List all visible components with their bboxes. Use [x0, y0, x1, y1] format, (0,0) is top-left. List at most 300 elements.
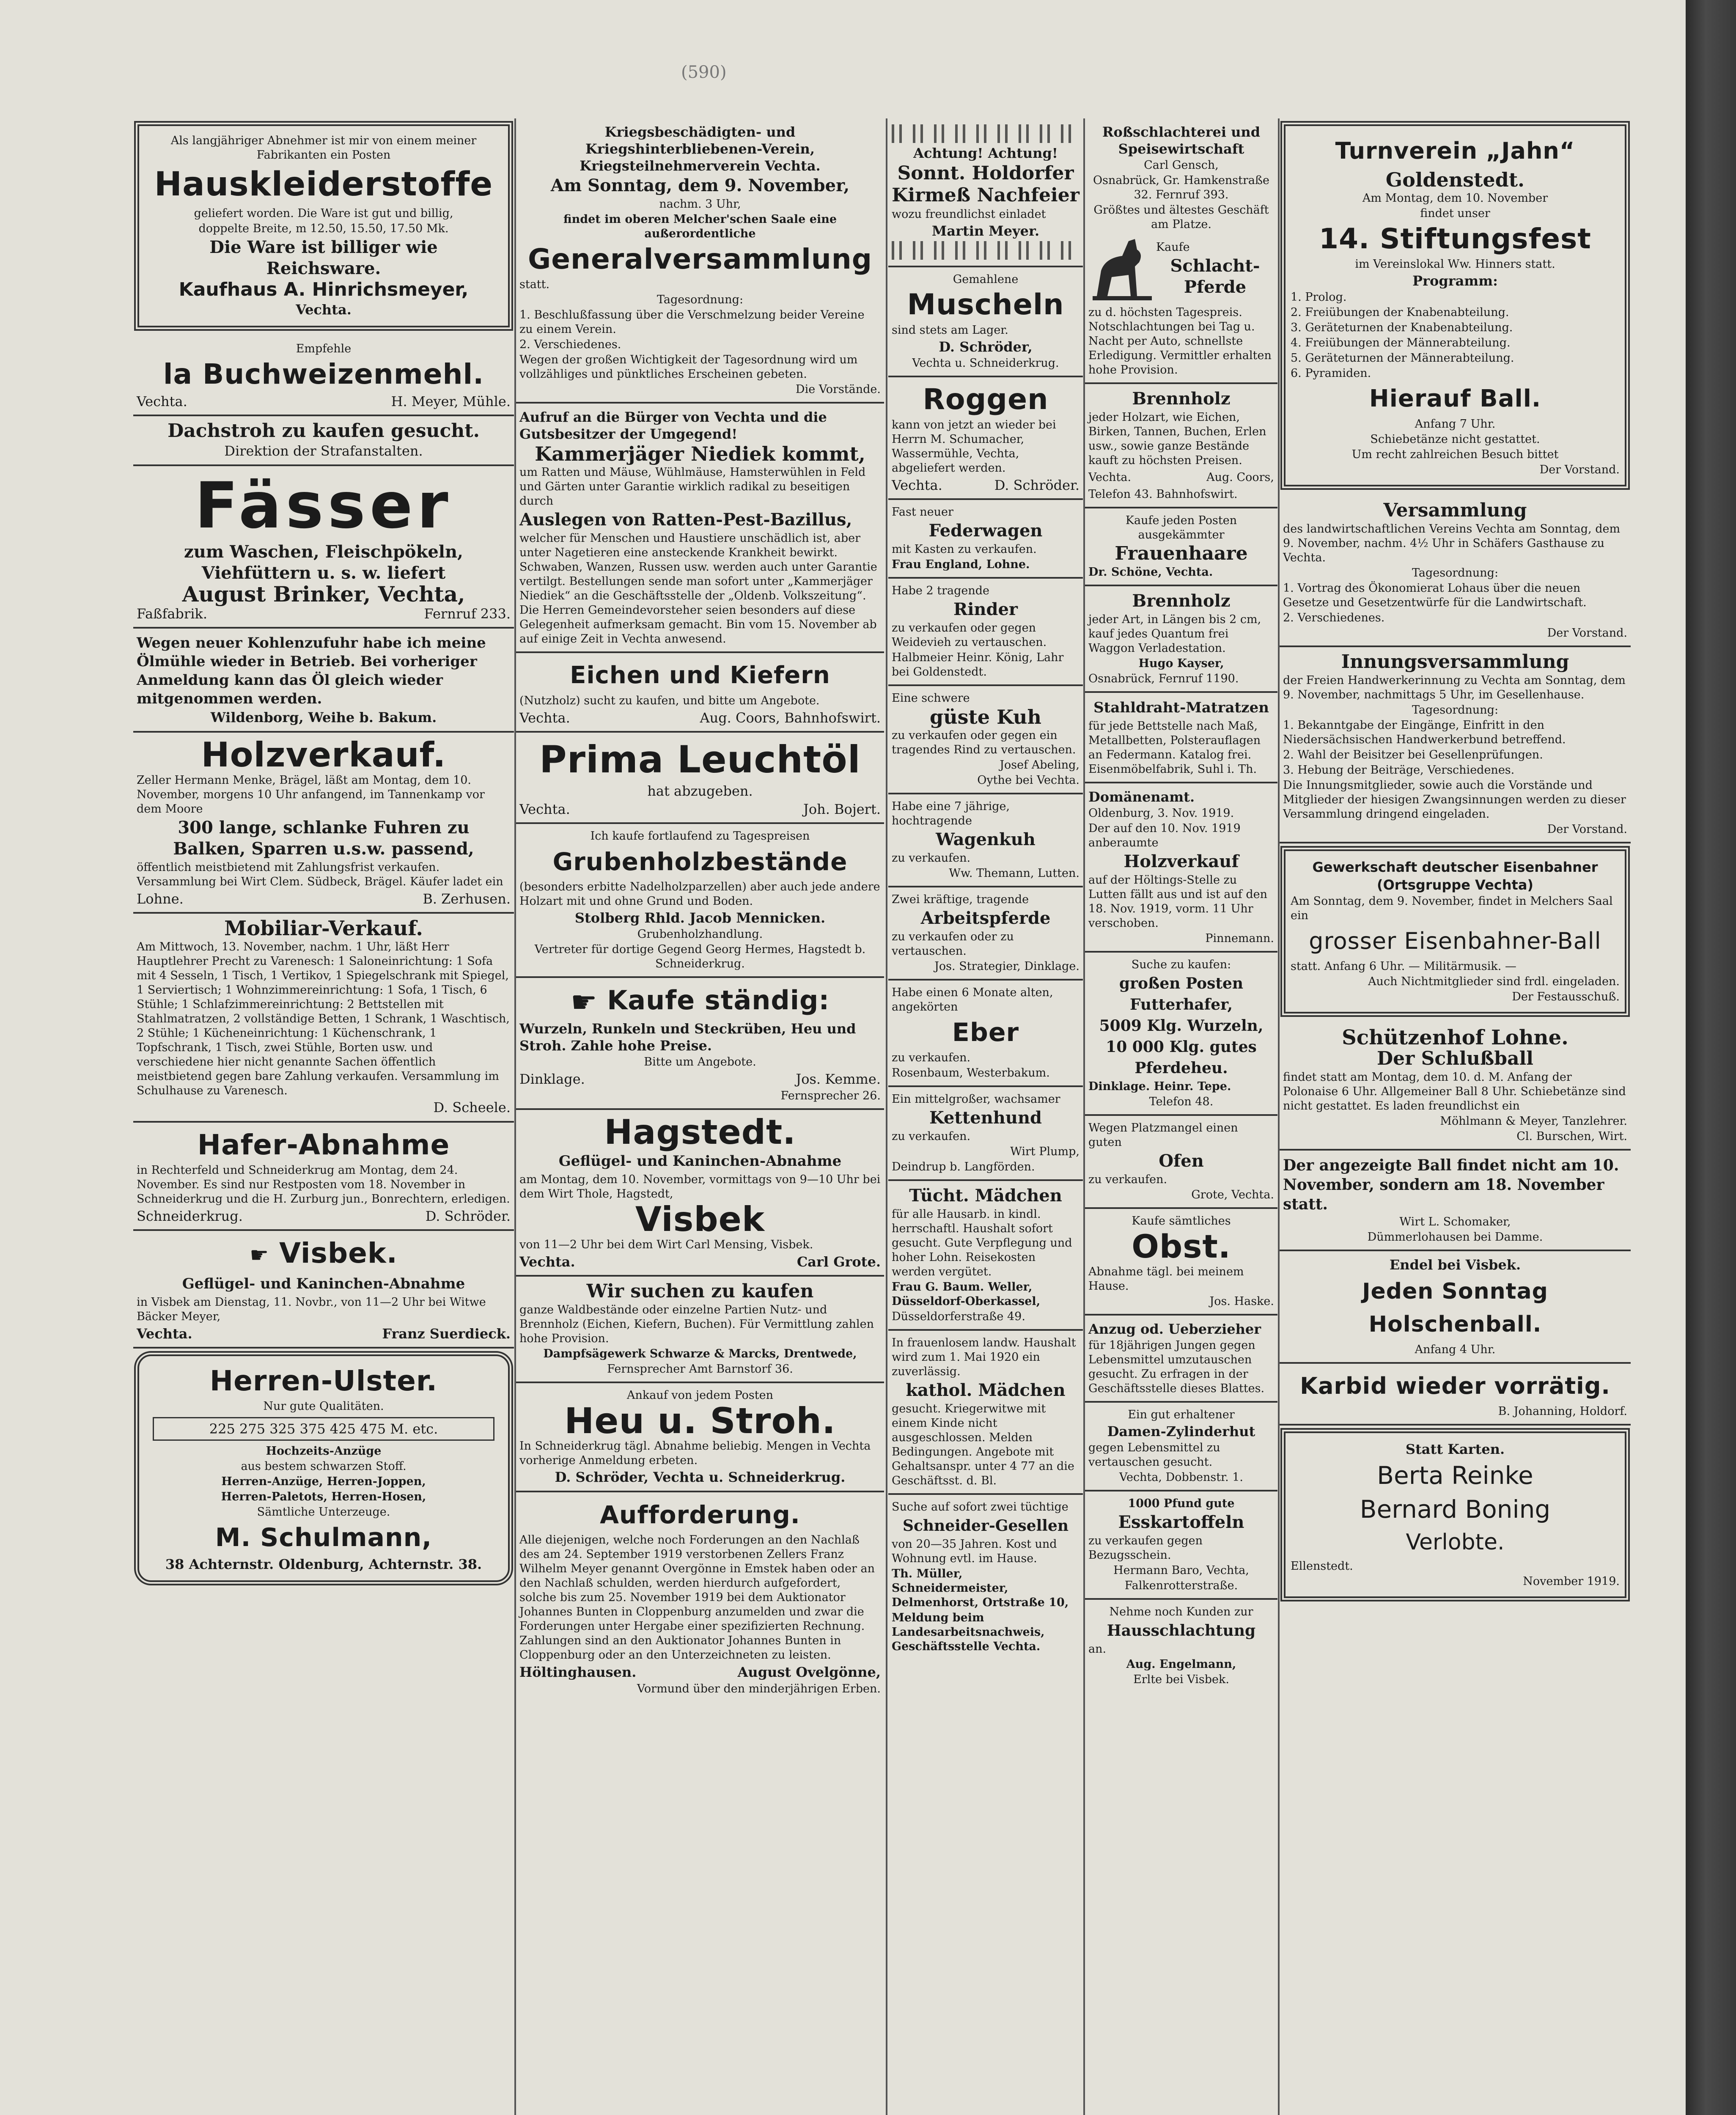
ad-text: Zeller Hermann Menke, Brägel, läßt am Montag, dem 10. November, morgens 10 Uhr anfangend, im Tannenkamp vor dem Moore	[137, 774, 485, 816]
ad-text: Düsseldorferstraße 49.	[892, 1310, 1025, 1323]
ad-holschenball	[1280, 1251, 1631, 1364]
ad-matratzen	[1085, 693, 1277, 783]
ad-headline: Muscheln	[907, 288, 1064, 321]
ad-eber	[888, 981, 1083, 1087]
ad-signature: Aug. Coors,	[1206, 471, 1274, 484]
ad-signature: Wildenborg, Weihe b. Bakum.	[210, 709, 437, 725]
ad-agenda-title: Tagesordnung:	[656, 293, 744, 306]
ad-headline: Schlacht-Pferde	[1170, 256, 1260, 297]
ad-text: Ein gut erhaltener	[1128, 1408, 1235, 1421]
ad-signature: August Brinker, Vechta,	[182, 582, 465, 607]
ad-headline: Arbeitspferde	[920, 908, 1051, 928]
ad-text: Kaufe sämtliches	[1132, 1214, 1231, 1228]
ad-subline: Die Ware ist billiger wie	[209, 237, 438, 257]
ad-headline: Dachstroh zu kaufen gesucht.	[168, 420, 480, 442]
ad-title: Domänenamt.	[1088, 789, 1195, 805]
ad-headline: güste Kuh	[930, 706, 1041, 728]
ad-text: von 11—2 Uhr bei dem Wirt Carl Mensing, Visbek.	[519, 1238, 813, 1251]
ad-signature: Ww. Themann, Lutten.	[949, 867, 1080, 880]
ad-phone: Fernruf 233.	[424, 606, 511, 622]
ad-text: Gemahlene	[953, 273, 1019, 286]
ad-signature: Carl Grote.	[797, 1253, 881, 1270]
ad-text: Ich kaufe fortlaufend zu Tagespreisen	[590, 830, 810, 843]
page-number: (590)	[681, 63, 727, 82]
ad-text: Herren-Anzüge, Herren-Joppen,	[221, 1475, 426, 1488]
ad-signature: Direktion der Strafanstalten.	[224, 443, 423, 459]
ad-schneider	[888, 1495, 1083, 1659]
ad-headline: Wir suchen zu kaufen	[586, 1280, 814, 1302]
ad-headline: Rinder	[953, 599, 1018, 619]
ad-text: Der auf den 10. Nov. 1919 anberaumte	[1088, 822, 1241, 849]
ad-text: statt. Anfang 6 Uhr. — Militärmusik. —	[1291, 960, 1516, 973]
ad-faesser	[133, 466, 514, 629]
ad-subline: Geflügel- und Kaninchen-Abnahme	[182, 1275, 465, 1292]
ad-headline: Heu u. Stroh.	[564, 1400, 836, 1442]
ad-text: Die Innungsmitglieder, sowie auch die Vorstände und Mitglieder der hiesigen Zwangsinnungen werden zu dieser Versammlung dringend eingeladen.	[1283, 779, 1626, 821]
ad-visbek	[133, 1231, 514, 1349]
ad-place: Höltinghausen.	[519, 1664, 637, 1680]
ad-signature: D. Schröder.	[994, 477, 1080, 493]
ad-text: Kaufe jeden Posten ausgekämmter	[1125, 514, 1237, 541]
ad-place: Vechta.	[296, 302, 352, 318]
ad-anzug	[1085, 1316, 1277, 1403]
ad-subline: 300 lange, schlanke Fuhren zu	[178, 818, 470, 838]
ad-text: zu verkaufen.	[1088, 1173, 1167, 1186]
ad-text: hat abzugeben.	[647, 783, 753, 799]
ad-headline: Grubenholzbestände	[552, 847, 848, 876]
ad-subline: Auslegen von Ratten-Pest-Bazillus,	[519, 510, 852, 530]
ad-place: Vechta.	[519, 1253, 575, 1270]
ad-domaenenamt	[1085, 783, 1277, 953]
ad-text: zu verkaufen oder gegen ein tragendes Rind zu vertauschen.	[892, 729, 1076, 756]
ad-phone: Fernsprecher 26.	[780, 1089, 881, 1102]
ad-headline: Innungsversammlung	[1341, 651, 1569, 673]
ad-signature: D. Schröder,	[939, 339, 1033, 355]
ad-headline: Wagenkuh	[936, 830, 1036, 849]
ad-leuchtoel	[516, 733, 884, 824]
ad-text: In frauenlosem landw. Haushalt wird zum 1. Mai 1920 ein zuverlässig.	[892, 1336, 1076, 1378]
ad-zylinderhut	[1085, 1403, 1277, 1491]
ad-phone: Telefon 48.	[1149, 1095, 1214, 1108]
ad-text: Abnahme tägl. bei meinem Hause.	[1088, 1265, 1244, 1293]
ad-headline: Schützenhof Lohne.	[1342, 1026, 1568, 1049]
ad-headline: Damen-Zylinderhut	[1107, 1423, 1255, 1439]
ad-arbeitspferde	[888, 887, 1083, 981]
ad-text: Endel bei Visbek.	[1389, 1257, 1521, 1273]
ad-ball-verlegt	[1280, 1151, 1631, 1251]
column-1	[133, 118, 514, 2115]
ad-text: Falkenrotterstraße.	[1124, 1579, 1238, 1592]
ad-signature: Frau G. Baum. Weller, Düsseldorf-Oberkassel,	[892, 1280, 1041, 1308]
ad-signature: Jos. Strategier, Dinklage.	[934, 960, 1080, 973]
ad-text: Achtung! Achtung!	[913, 145, 1058, 161]
ad-roggen	[888, 377, 1083, 500]
ad-text: Vertreter für dortige Gegend Georg Hermes, Hagstedt b. Schneiderkrug.	[534, 943, 866, 970]
ad-text: für 18jährigen Jungen gegen Lebensmittel umzutauschen gesucht. Zu erfragen in der Geschäftsstelle dieses Blattes.	[1088, 1339, 1265, 1395]
ad-text: Am Sonntag, dem 9. November, findet in Melchers Saal ein	[1291, 895, 1613, 922]
ad-text: gegen Lebensmittel zu vertauschen gesucht.	[1088, 1441, 1220, 1469]
ad-headline: Holzverkauf	[1123, 851, 1239, 871]
ad-text: findet im oberen Melcher'schen Saale eine außerordentliche	[563, 213, 837, 240]
ad-futterhafer	[1085, 953, 1277, 1116]
ad-headline: Tücht. Mädchen	[909, 1186, 1062, 1206]
ad-signature: Dr. Schöne, Vechta.	[1088, 566, 1213, 579]
ad-text: in Visbek am Dienstag, 11. Novbr., von 11—2 Uhr bei Witwe Bäcker Meyer,	[137, 1295, 486, 1323]
ad-text: sind stets am Lager.	[892, 324, 1008, 337]
ad-place: Vechta.	[519, 801, 570, 817]
ad-text: 1000 Pfund gute	[1128, 1497, 1235, 1510]
ad-text: Empfehle	[296, 342, 352, 355]
ad-text: (besonders erbitte Nadelholzparzellen) aber auch jede andere Holzart mit und ohne Grund und Boden.	[519, 880, 880, 908]
ad-headline: Hagstedt.	[604, 1112, 796, 1152]
ad-text: Grubenholzhandlung.	[637, 928, 763, 941]
ad-subline: Verlobte.	[1406, 1530, 1505, 1555]
ad-place: Vechta.	[892, 477, 942, 493]
program-item: 5. Geräteturnen der Männerabteilung.	[1291, 352, 1514, 365]
ad-oelmuehle	[133, 629, 514, 733]
ad-text: zu verkaufen.	[892, 1130, 971, 1143]
ad-text: Wegen neuer Kohlenzufuhr habe ich meine Ölmühle wieder in Betrieb. Bei vorheriger Anmeldung kann das Öl gleich wieder mitgenommen werden.	[137, 634, 486, 707]
ad-karbid	[1280, 1364, 1631, 1426]
ad-headline: Sonnt. Holdorfer Kirmeß Nachfeier	[892, 162, 1080, 206]
ad-brennholz-coors	[1085, 384, 1277, 508]
ad-headline: Hierauf Ball.	[1369, 385, 1541, 412]
ad-signature: Hermann Baro, Vechta,	[1113, 1564, 1249, 1577]
ad-text: Anfang 7 Uhr.	[1415, 418, 1496, 431]
ad-signature: Wirt Plump,	[1010, 1145, 1080, 1158]
ad-text: an.	[1088, 1643, 1107, 1656]
ad-signature: B. Johanning, Holdorf.	[1498, 1405, 1627, 1418]
ad-signature: Möhlmann & Meyer, Tanzlehrer.	[1440, 1115, 1627, 1128]
ad-text: Wegen Platzmangel einen guten	[1088, 1121, 1238, 1149]
ad-text: Zwei kräftige, tragende	[892, 893, 1029, 906]
column-2	[516, 118, 884, 2115]
ad-dachstroh	[133, 416, 514, 466]
ad-text: Erlte bei Visbek.	[1133, 1673, 1229, 1686]
column-rule	[886, 118, 887, 2115]
ad-signature: Pinnemann.	[1205, 932, 1274, 945]
ad-text: im Vereinslokal Ww. Hinners statt.	[1355, 258, 1555, 271]
ad-text: Auch Nichtmitglieder sind frdl. eingeladen.	[1368, 975, 1620, 988]
ad-place: Vechta.	[137, 393, 187, 409]
ad-subline: großen Posten	[1119, 975, 1244, 992]
ad-text: In Schneiderkrug tägl. Abnahme beliebig. Mengen in Vechta vorherige Anmeldung erbeten.	[519, 1439, 871, 1467]
ad-headline: Holzverkauf.	[201, 735, 446, 775]
ad-heu-stroh	[516, 1383, 884, 1492]
ad-agenda-item: 2. Wahl der Beisitzer bei Gesellenprüfungen.	[1283, 748, 1543, 761]
ad-signature: Th. Müller, Schneidermeister, Delmenhorst, Ortstraße 10,	[892, 1567, 1069, 1609]
ad-kirmess	[888, 118, 1083, 267]
ad-signature: B. Zerhusen.	[423, 891, 511, 907]
ad-text: Wegen der großen Wichtigkeit der Tagesordnung wird um vollzähliges und pünktliches Erscheinen gebeten.	[519, 353, 858, 381]
ad-signature: Der Vorstand.	[1547, 626, 1627, 640]
ad-agenda-item: 1. Bekanntgabe der Eingänge, Einfritt in den Niedersächsischen Handwerkerbund betreffend.	[1283, 719, 1566, 746]
column-3	[888, 118, 1083, 2115]
program-item: 1. Prolog.	[1291, 291, 1347, 304]
ad-federwagen	[888, 500, 1083, 579]
ad-text: kann von jetzt an wieder bei Herrn M. Schumacher, Wassermühle, Vechta, abgeliefert werden.	[892, 418, 1056, 475]
ad-subline: zum Waschen, Fleischpökeln,	[184, 542, 463, 562]
ad-text: zu verkaufen oder zu vertauschen.	[892, 930, 1014, 958]
ad-agenda-title: Tagesordnung:	[1412, 703, 1499, 717]
ad-text: von 20—35 Jahren. Kost und Wohnung evtl. im Hause.	[892, 1538, 1057, 1565]
ad-signature: Aug. Engelmann,	[1126, 1658, 1236, 1671]
ad-signature: Halbmeier Heinr. König, Lahr bei Goldenstedt.	[892, 651, 1064, 678]
ad-kaufe-staendig	[516, 978, 884, 1110]
ad-headline: Kammerjäger Niediek kommt,	[535, 442, 865, 465]
ad-agenda-item: 1. Vortrag des Ökonomierat Lohaus über die neuen Gesetze und Gesetzentwürfe für die Landwirtschaft.	[1283, 582, 1587, 609]
ad-text: geliefert worden. Die Ware ist gut und billig,	[194, 207, 453, 220]
ad-verlobung	[1280, 1428, 1630, 1601]
ad-signature: Frau England, Lohne.	[892, 558, 1030, 571]
pointing-hand-icon: ☛	[570, 984, 598, 1019]
ad-headline: Hausschlachtung	[1107, 1622, 1256, 1640]
ad-place: Ellenstedt.	[1291, 1560, 1353, 1573]
ad-text: (Nutzholz) sucht zu kaufen, und bitte um Angebote.	[519, 694, 820, 707]
ad-text: Oythe bei Vechta.	[977, 774, 1080, 787]
ad-date: November 1919.	[1523, 1575, 1620, 1588]
ad-text: des landwirtschaftlichen Vereins Vechta am Sonntag, dem 9. November, nachm. 4½ Uhr in Schäfers Gasthause zu Vechta.	[1283, 522, 1621, 564]
ad-signature: Vechta, Dobbenstr. 1.	[1119, 1471, 1244, 1484]
ad-text: ganze Waldbestände oder einzelne Partien Nutz- und Brennholz (Eichen, Kiefern, Buchen). Für Vermittlung zahlen hohe Provision.	[519, 1303, 874, 1345]
ad-signature: D. Schröder, Vechta u. Schneiderkrug.	[555, 1469, 846, 1485]
ad-text: findet statt am Montag, dem 10. d. M. Anfang der Polonaise 6 Uhr. Allgemeiner Ball 8 Uhr. Schiebetänze sind nicht gestattet. Es laden freundlichst ein	[1283, 1071, 1626, 1112]
ad-text: Oldenburg, 3. Nov. 1919.	[1088, 807, 1234, 820]
name-groom: Bernard Boning	[1360, 1495, 1551, 1524]
ad-turnverein	[1280, 121, 1630, 490]
ad-text: zu verkaufen.	[892, 851, 971, 865]
ad-signature: D. Schröder.	[425, 1208, 511, 1224]
ad-signature: Aug. Coors, Bahnhofswirt.	[700, 710, 881, 726]
ad-aufforderung	[516, 1492, 884, 1701]
ad-agenda-title: Tagesordnung:	[1412, 566, 1499, 580]
ad-grubenholz	[516, 824, 884, 978]
ad-kammerjaeger	[516, 404, 884, 653]
ad-headline: Eichen und Kiefern	[570, 662, 830, 689]
ad-headline: la Buchweizenmehl.	[163, 358, 484, 390]
ad-signature: Joh. Bojert.	[803, 801, 881, 817]
ad-signature: Die Vorstände.	[795, 383, 881, 396]
ad-subline: 10 000 Klg. gutes	[1106, 1038, 1257, 1056]
ad-text: Anfang 4 Uhr.	[1415, 1343, 1496, 1356]
ad-headline: Prima Leuchtöl	[539, 738, 861, 781]
ad-text: zu verkaufen gegen Bezugsschein.	[1088, 1534, 1203, 1562]
ad-title: Roßschlachterei und Speisewirtschaft	[1102, 124, 1261, 157]
ad-frauenhaare	[1085, 508, 1277, 586]
ad-maedchen	[888, 1181, 1083, 1331]
ad-subline: Der Schlußball	[1376, 1048, 1534, 1069]
ad-innungsversammlung	[1280, 647, 1631, 843]
ad-signature: Carl Gensch,	[1144, 159, 1219, 172]
ad-signature: M. Schulmann,	[215, 1522, 432, 1552]
ad-text: Am Mittwoch, 13. November, nachm. 1 Uhr, läßt Herr Hauptlehrer Precht zu Varenesch: 1 Saloneinrichtung: 1 Sofa mit 4 Sesseln, 1 Tisch, 1 Vertikov, 1 Spiegelschrank mit Spiegel, 1 Serviertisch; 1 Wohnzimmereinrichtung: 1 Sofa, 1 Tisch, 6 Stühle; 1 Schlafzimmereinrichtung: 2 Bettstellen mit Stahlmatratzen, 2 vollständige Betten, 1 Schrank, 1 Waschtisch, 2 Stühle; 1 Kücheneinrichtung: 1 Küchenschrank, 1 Topfschrank, 1 Tisch, zwei Stühle, Borten usw. und verschiedene hier nicht genannte Sachen öffentlich meistbietend gegen bare Zahlung verkaufen. Versammlung im Schulhause zu Varenesch.	[137, 940, 510, 1097]
ad-hauskleiderstoffe	[134, 121, 513, 331]
ad-hafer	[133, 1123, 514, 1231]
ad-text: Vechta u. Schneiderkrug.	[912, 357, 1059, 370]
ad-subline: 5009 Klg. Wurzeln,	[1099, 1017, 1264, 1035]
ad-signature: Stolberg Rhld. Jacob Mennicken.	[574, 910, 826, 926]
price-list: 225 275 325 375 425 475 M. etc.	[153, 1417, 494, 1441]
ad-subline: Balken, Sparren u.s.w. passend,	[173, 839, 474, 859]
page-edge	[1686, 0, 1736, 2115]
ad-note: Faßfabrik.	[137, 606, 207, 622]
ad-signature: H. Meyer, Mühle.	[391, 393, 511, 409]
ad-signature: Jos. Haske.	[1209, 1295, 1274, 1308]
ad-mobiliar	[133, 914, 514, 1123]
ad-text: Um recht zahlreichen Besuch bittet	[1351, 448, 1559, 461]
ad-headline: Mobiliar-Verkauf.	[224, 917, 423, 940]
ad-text: doppelte Breite, m 12.50, 15.50, 17.50 Mk.	[198, 222, 449, 235]
ad-text: Herren-Paletots, Herren-Hosen,	[221, 1490, 426, 1503]
ornament-border	[892, 124, 1080, 143]
ad-text: Sämtliche Unterzeuge.	[257, 1505, 390, 1519]
ad-ofen	[1085, 1116, 1277, 1209]
ad-phone: Telefon 43. Bahnhofswirt.	[1088, 488, 1238, 501]
ad-agenda-item: 3. Hebung der Beiträge, Verschiedenes.	[1283, 764, 1515, 777]
ad-text: Bitte um Angebote.	[644, 1055, 756, 1068]
ad-headline: Brennholz	[1132, 591, 1231, 611]
ad-headline: Aufforderung.	[600, 1500, 800, 1529]
ad-headline: Federwagen	[928, 521, 1043, 541]
ad-text: Der angezeigte Ball findet nicht am 10. November, sondern am 18. November statt.	[1283, 1156, 1619, 1213]
ad-text: Größtes und ältestes Geschäft am Platze.	[1093, 203, 1269, 231]
ad-headline: Eber	[952, 1018, 1019, 1047]
ad-text: Cl. Burschen, Wirt.	[1516, 1130, 1627, 1143]
ad-obst	[1085, 1209, 1277, 1316]
ad-headline: Fässer	[195, 469, 453, 543]
ad-signature: Dampfsägewerk Schwarze & Marcks, Drentwede,	[543, 1347, 857, 1360]
ad-text: jeder Art, in Längen bis 2 cm, kauf jedes Quantum frei Waggon Verladestation.	[1088, 613, 1261, 655]
ad-headline: Kettenhund	[929, 1108, 1042, 1128]
name-bride: Berta Reinke	[1377, 1461, 1533, 1490]
program-item: 4. Freiübungen der Männerabteilung.	[1291, 336, 1511, 349]
ad-text: Eine schwere	[892, 692, 970, 705]
ad-text: in Rechterfeld und Schneiderkrug am Montag, dem 24. November. Es sind nur Restposten vom 18. November in Schneiderkrug und die H. Zurburg jun., Bonrechtern, erledigen.	[137, 1164, 510, 1206]
ad-kettenhund	[888, 1087, 1083, 1181]
ad-subline: Futterhafer,	[1130, 996, 1233, 1014]
ad-text: Ein mittelgroßer, wachsamer	[892, 1093, 1060, 1106]
ad-subline: Viehfüttern u. s. w. liefert	[201, 563, 446, 583]
ad-place: Vechta.	[519, 710, 570, 726]
ad-headline: Obst.	[1132, 1228, 1231, 1265]
ad-text: öffentlich meistbietend mit Zahlungsfrist verkaufen. Versammlung bei Wirt Clem. Südbeck, Brägel. Käufer ladet ein	[137, 861, 503, 888]
ad-text: Alle diejenigen, welche noch Forderungen an den Nachlaß des am 24. September 1919 verstorbenen Zellers Franz Wilhelm Meyer genannt Overgönne in Emstek haben oder an den Nachlaß schulden, werden hierdurch aufgefordert, solche bis zum 25. November 1919 bei dem Auktionator Johannes Bunten in Cloppenburg anzumelden und zwar die Forderungen unter Hergabe einer spezifizierten Rechnung. Zahlungen sind an den Auktionator Johannes Bunten in Cloppenburg oder an den Unterzeichneten zu leisten.	[519, 1533, 875, 1662]
ad-text: nachm. 3 Uhr,	[659, 198, 741, 211]
ad-esskartoffeln	[1085, 1491, 1277, 1600]
ad-text: am Montag, dem 10. November, vormittags von 9—10 Uhr bei dem Wirt Thole, Hagstedt,	[519, 1173, 881, 1200]
ad-subline: Reichsware.	[266, 258, 381, 278]
ad-signature: Martin Meyer.	[931, 223, 1040, 239]
ad-signature: Dinklage. Heinr. Tepe.	[1088, 1080, 1231, 1093]
ad-text: Deindrup b. Langförden.	[892, 1160, 1035, 1173]
ad-text: zu d. höchsten Tagespreis. Notschlachtungen bei Tag u. Nacht per Auto, schnellste Erledigung. Vermittler erhalten hohe Provision.	[1088, 306, 1272, 376]
ad-headline: kathol. Mädchen	[906, 1380, 1066, 1400]
ad-signature: Jos. Kemme.	[796, 1071, 881, 1087]
ad-text: welcher für Menschen und Haustiere unschädlich ist, aber unter Nagetieren eine ansteckende Krankheit bewirkt. Schwaben, Wanzen, Russen usw. werden auch unter Garantie vertilgt. Bestellungen sende man sofort unter „Kammerjäger Niediek“ an die Geschäftsstelle der „Oldenb. Volkszeitung“. Die Herren Gemeindevorsteher seien besonders auf diese Gelegenheit aufmerksam gemacht. Bin vom 15. November ab auf einige Zeit in Vechta anwesend.	[519, 532, 877, 645]
ad-phone: Fernsprecher Amt Barnstorf 36.	[607, 1362, 793, 1376]
ad-headline: Ofen	[1159, 1151, 1204, 1171]
ad-text: Fast neuer	[892, 505, 953, 519]
ad-text: um Ratten und Mäuse, Wühlmäuse, Hamsterwühlen in Feld und Gärten unter Garantie wirklich radikal zu beseitigen durch	[519, 466, 866, 508]
ad-text: Dümmerlohausen bei Damme.	[1367, 1231, 1543, 1244]
ad-headline: grosser Eisenbahner-Ball	[1309, 928, 1601, 954]
ad-subline: Am Sonntag, dem 9. November,	[550, 176, 850, 195]
ad-buchweizenmehl	[133, 337, 514, 416]
ad-signature: Der Festausschuß.	[1512, 990, 1620, 1003]
ad-text: Als langjähriger Abnehmer ist mir von einem meiner Fabrikanten ein Posten	[170, 134, 477, 162]
ad-headline: Visbek.	[279, 1237, 398, 1269]
ad-place: Dinklage.	[519, 1071, 585, 1087]
ad-subline: Goldenstedt.	[1385, 168, 1525, 191]
ad-signature: Hugo Kayser,	[1138, 657, 1224, 670]
ad-signature: August Ovelgönne,	[737, 1664, 881, 1680]
ad-agenda-item: 2. Verschiedenes.	[1283, 611, 1385, 624]
program-title: Programm:	[1412, 273, 1498, 289]
ad-headline: Frauenhaare	[1115, 543, 1248, 564]
ad-text: Statt Karten.	[1405, 1441, 1505, 1457]
ad-text: Habe einen 6 Monate alten, angekörten	[892, 986, 1053, 1014]
ad-text: gesucht. Kriegerwitwe mit einem Kinde nicht ausgeschlossen. Melden Bedingungen. Angebote mit Gehaltsanspr. unter 4 77 an die Geschäftsst. d. Bl.	[892, 1402, 1074, 1487]
ad-eichen-kiefern	[516, 653, 884, 733]
ad-signature: Grote, Vechta.	[1191, 1188, 1274, 1201]
ad-headline: Kaufe ständig:	[607, 985, 830, 1016]
ad-text: Aufruf an die Bürger von Vechta und die Gutsbesitzer der Umgegend!	[519, 409, 827, 442]
ad-signature: Der Vorstand.	[1539, 463, 1620, 476]
ad-text: aus bestem schwarzen Stoff.	[241, 1459, 407, 1473]
ad-text: Am Montag, dem 10. November	[1362, 192, 1548, 205]
ad-text: auf der Höltings-Stelle zu Lutten fällt aus und ist auf den 18. Nov. 1919, vorm. 11 Uhr verschoben.	[1088, 873, 1267, 930]
ad-text: Ankauf von jedem Posten	[627, 1388, 773, 1402]
ad-text: mit Kasten zu verkaufen.	[892, 543, 1037, 556]
ad-text: Meldung beim Landesarbeitsnachweis, Geschäftsstelle Vechta.	[892, 1611, 1045, 1653]
ad-subline: Geflügel- und Kaninchen-Abnahme	[558, 1152, 842, 1170]
ad-text: zu verkaufen oder gegen Weidevieh zu vertauschen.	[892, 621, 1047, 649]
ad-text: Nur gute Qualitäten.	[263, 1399, 384, 1413]
ad-text: für jede Bettstelle nach Maß, Metallbetten, Polsterauflagen an Federmann. Katalog frei. Eisenmöbelfabrik, Suhl i. Th.	[1088, 720, 1261, 776]
ad-headline: 14. Stiftungsfest	[1319, 222, 1591, 255]
ad-place: Schneiderkrug.	[137, 1208, 243, 1224]
ad-signature: Kaufhaus A. Hinrichsmeyer,	[179, 279, 469, 300]
ad-text: jeder Holzart, wie Eichen, Birken, Tannen, Buchen, Erlen usw., sowie ganze Bestände kauft zu höchsten Preisen.	[1088, 411, 1266, 467]
ad-headline: Stahldraht-Matratzen	[1093, 699, 1269, 716]
ad-headline: Hauskleiderstoffe	[154, 165, 493, 203]
ad-text: statt.	[519, 278, 550, 291]
ad-generalversammlung	[516, 118, 884, 404]
ad-versammlung	[1280, 496, 1631, 647]
horse-icon	[1088, 233, 1156, 305]
ad-signature: Wirt L. Schomaker,	[1399, 1215, 1511, 1228]
ad-schuetzenhof	[1280, 1023, 1631, 1151]
ad-headline: Brennholz	[1132, 389, 1231, 409]
ad-text: findet unser	[1420, 207, 1490, 220]
ad-subline: Pferdeheu.	[1134, 1059, 1228, 1077]
ad-text: Kaufe	[1156, 241, 1190, 254]
ad-muscheln	[888, 267, 1083, 377]
column-5	[1280, 118, 1631, 2115]
ad-place: Vechta.	[137, 1325, 192, 1342]
ad-text: Schiebetänze nicht gestattet.	[1370, 433, 1540, 446]
ad-headline: Turnverein „Jahn“	[1335, 137, 1575, 164]
ad-rinder	[888, 579, 1083, 686]
ad-text: wozu freundlichst einladet	[892, 208, 1046, 221]
ad-headline: Esskartoffeln	[1118, 1512, 1244, 1532]
ad-text: für alle Hausarb. in kindl. herrschaftl. Haushalt sofort gesucht. Gute Verpflegung und hoher Lohn. Reisekosten werden vergütet.	[892, 1208, 1072, 1278]
pointing-hand-icon: ☛	[250, 1242, 269, 1267]
ad-herren-ulster	[134, 1351, 513, 1585]
program-item: 6. Pyramiden.	[1291, 367, 1371, 380]
ad-text: Suche zu kaufen:	[1131, 958, 1231, 971]
ad-holzverkauf	[133, 733, 514, 914]
